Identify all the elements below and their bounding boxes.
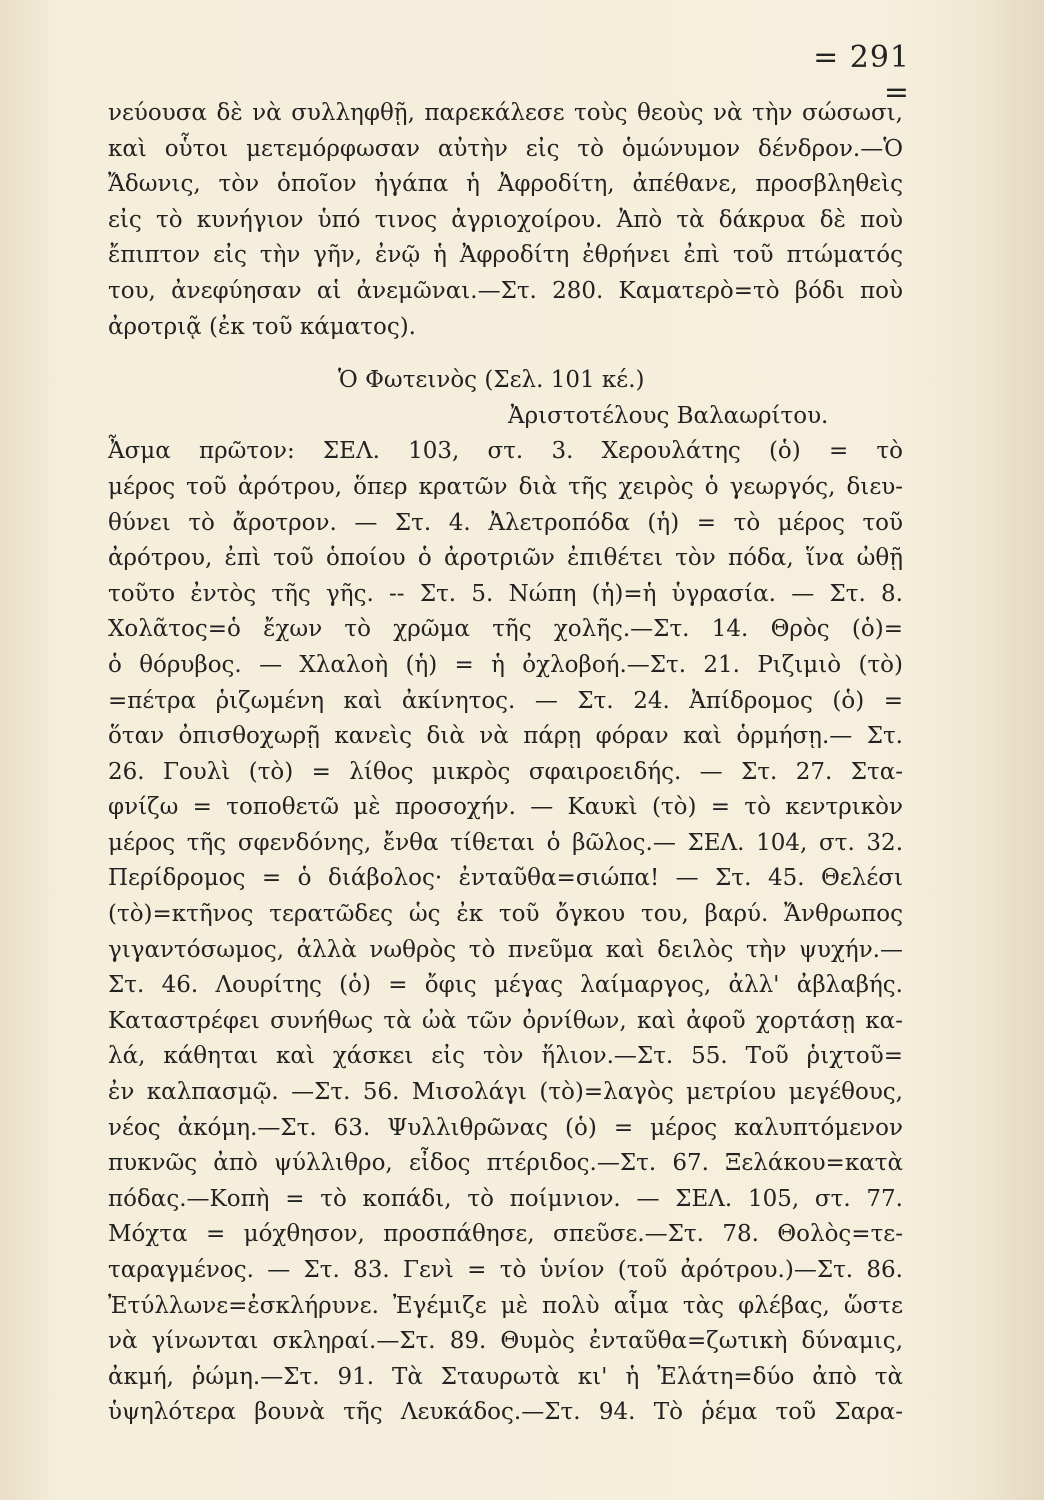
text-line: Ἐτύλλωνε=ἐσκλήρυνε. Ἐγέμιζε μὲ πολὺ αἷμα τὰς φλέβας, ὥστε — [108, 1292, 903, 1319]
text-line: ἔπιπτον εἰς τὴν γῆν, ἐνῷ ἡ Ἀφροδίτη ἐθρήνει ἐπὶ τοῦ πτώματός — [108, 242, 903, 269]
text-line: ὑψηλότερα βουνὰ τῆς Λευκάδος.—Στ. 94. Τὸ ῥέμα τοῦ Σαρα- — [108, 1399, 903, 1426]
text-line: Καταστρέφει συνήθως τὰ ὠὰ τῶν ὀρνίθων, καὶ ἀφοῦ χορτάσῃ κα- — [108, 1007, 903, 1034]
text-line: φνίζω = τοποθετῶ μὲ προσοχήν. — Καυκὶ (τὸ) = τὸ κεντρικὸν — [108, 794, 903, 821]
text-line: εἰς τὸ κυνήγιον ὑπό τινος ἀγριοχοίρου. Ἀπὸ τὰ δάκρυα δὲ ποὺ — [108, 206, 903, 233]
text-line: Ἄδωνις, τὸν ὁποῖον ἠγάπα ἡ Ἀφροδίτη, ἀπέθανε, προσβληθεὶς — [108, 171, 903, 198]
text-line: ὁ θόρυβος. — Χλαλοὴ (ἡ) = ἡ ὀχλοβοή.—Στ. 21. Ριζιμιὸ (τὸ) — [108, 651, 903, 678]
text-line: νεύουσα δὲ νὰ συλληφθῇ, παρεκάλεσε τοὺς θεοὺς νὰ τὴν σώσωσι, — [108, 100, 903, 126]
text-line: νέος ἀκόμη.—Στ. 63. Ψυλλιθρῶνας (ὁ) = μέρος καλυπτόμενον — [108, 1114, 903, 1141]
text-line: Χολᾶτος=ὁ ἔχων τὸ χρῶμα τῆς χολῆς.—Στ. 14. Θρὸς (ὁ)= — [108, 616, 903, 643]
text-line: λά, κάθηται καὶ χάσκει εἰς τὸν ἥλιον.—Στ. 55. Τοῦ ῥιχτοῦ= — [108, 1043, 903, 1070]
section-author: Ἀριστοτέλους Βαλαωρίτου. — [508, 402, 829, 429]
text-line: πυκνῶς ἀπὸ ψύλλιθρο, εἶδος πτέριδος.—Στ. 67. Ξελάκου=κατὰ — [108, 1150, 903, 1177]
text-line: μέρος τοῦ ἀρότρου, ὅπερ κρατῶν διὰ τῆς χειρὸς ὁ γεωργός, διευ- — [108, 473, 903, 500]
text-line: Μόχτα = μόχθησον, προσπάθησε, σπεῦσε.—Στ. 78. Θολὸς=τε- — [108, 1221, 903, 1248]
text-line: 26. Γουλὶ (τὸ) = λίθος μικρὸς σφαιροειδής. — Στ. 27. Στα- — [108, 758, 903, 785]
text-line: Ἆσμα πρῶτον: ΣΕΛ. 103, στ. 3. Χερουλάτης (ὁ) = τὸ — [108, 438, 903, 465]
text-line: νὰ γίνωνται σκληραί.—Στ. 89. Θυμὸς ἐνταῦθα=ζωτικὴ δύναμις, — [108, 1328, 903, 1355]
text-line: Στ. 46. Λουρίτης (ὁ) = ὄφις μέγας λαίμαργος, ἀλλ' ἀβλαβής. — [108, 972, 903, 999]
text-line: τοῦτο ἐντὸς τῆς γῆς. -- Στ. 5. Νώπη (ἡ)=ἡ ὑγρασία. — Στ. 8. — [108, 580, 903, 607]
page-edge-shadow — [974, 0, 1044, 1500]
text-line: καὶ οὗτοι μετεμόρφωσαν αὐτὴν εἰς τὸ ὁμώνυμον δένδρον.—Ὁ — [108, 135, 903, 162]
text-line: ἀκμή, ῥώμη.—Στ. 91. Τὰ Σταυρωτὰ κι' ἡ Ἐλάτη=δύο ἀπὸ τὰ — [108, 1363, 903, 1390]
text-line: ὅταν ὀπισθοχωρῇ κανεὶς διὰ νὰ πάρῃ φόραν καὶ ὁρμήσῃ.— Στ. — [108, 723, 903, 750]
text-line: γιγαντόσωμος, ἀλλὰ νωθρὸς τὸ πνεῦμα καὶ δειλὸς τὴν ψυχήν.— — [108, 936, 903, 963]
text-line: (τὸ)=κτῆνος τερατῶδες ὡς ἐκ τοῦ ὄγκου του, βαρύ. Ἄνθρωπος — [108, 901, 903, 928]
text-line: ταραγμένος. — Στ. 83. Γενὶ = τὸ ὑνίον (τοῦ ἀρότρου.)—Στ. 86. — [108, 1257, 903, 1283]
text-line: ἀρότρου, ἐπὶ τοῦ ὁποίου ὁ ἀροτριῶν ἐπιθέτει τὸν πόδα, ἵνα ὠθῇ — [108, 545, 903, 572]
page-number: = 291 = — [813, 40, 910, 110]
text-line: μέρος τῆς σφενδόνης, ἔνθα τίθεται ὁ βῶλος.— ΣΕΛ. 104, στ. 32. — [108, 829, 903, 856]
text-line: του, ἀνεφύησαν αἱ ἀνεμῶναι.—Στ. 280. Καματερὸ=τὸ βόδι ποὺ — [108, 277, 903, 304]
text-line: ἐν καλπασμῷ. —Στ. 56. Μισολάγι (τὸ)=λαγὸς μετρίου μεγέθους, — [108, 1079, 903, 1106]
section-title: Ὁ Φωτεινὸς (Σελ. 101 κέ.) — [338, 367, 645, 394]
text-line: Περίδρομος = ὁ διάβολος· ἐνταῦθα=σιώπα! — Στ. 45. Θελέσι — [108, 865, 903, 892]
text-line: θύνει τὸ ἄροτρον. — Στ. 4. Ἀλετροπόδα (ἡ) = τὸ μέρος τοῦ — [108, 509, 903, 536]
text-line: =πέτρα ῥιζωμένη καὶ ἀκίνητος. — Στ. 24. Ἀπίδρομος (ὁ) = — [108, 687, 903, 714]
text-line: πόδας.—Κοπὴ = τὸ κοπάδι, τὸ ποίμνιον. — ΣΕΛ. 105, στ. 77. — [108, 1185, 903, 1212]
body-text — [108, 96, 903, 1431]
text-line: ἀροτριᾷ (ἐκ τοῦ κάματος). — [108, 313, 416, 340]
